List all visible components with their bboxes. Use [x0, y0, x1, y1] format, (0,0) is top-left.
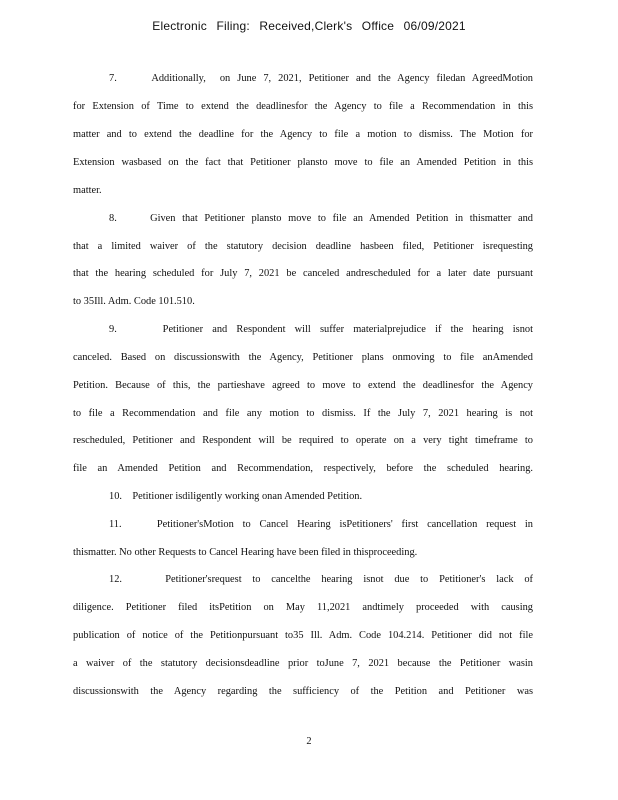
text-line: matter. [73, 185, 102, 196]
text-line: diligence. Petitioner filed itsPetition on May 11,2021 andtimely proceeded with causing [73, 602, 533, 613]
text-line: a waiver of the statutory decisionsdeadline prior toJune 7, 2021 because the Petitioner wasin [73, 658, 533, 669]
text-line: 7. Additionally, on June 7, 2021, Petitioner and the Agency filedan AgreedMotion [109, 73, 533, 84]
text-line: Petition. Because of this, the partieshave agreed to move to extend the deadlinesfor the Agency [73, 380, 533, 391]
text-line: 12. Petitioner'srequest to cancelthe hearing isnot due to Petitioner's lack of [109, 574, 533, 585]
page-number: 2 [306, 736, 312, 747]
text-line: thismatter. No other Requests to Cancel Hearing have been filed in thisproceeding. [73, 547, 418, 558]
text-line: canceled. Based on discussionswith the Agency, Petitioner plans onmoving to file anAmended [73, 352, 533, 363]
text-line: for Extension of Time to extend the deadlinesfor the Agency to file a Recommendation in this [73, 101, 533, 112]
text-line: 11. Petitioner'sMotion to Cancel Hearing isPetitioners' first cancellation request in [109, 519, 533, 530]
filing-header: Electronic Filing: Received,Clerk's Office 06/09/2021 [152, 19, 466, 33]
text-line: to file a Recommendation and file any motion to dismiss. If the July 7, 2021 hearing is not [73, 408, 533, 419]
text-line: publication of notice of the Petitionpursuant to35 Ill. Adm. Code 104.214. Petitioner did not file [73, 630, 533, 641]
text-line: 9. Petitioner and Respondent will suffer materialprejudice if the hearing isnot [109, 324, 533, 335]
text-line: 8. Given that Petitioner plansto move to file an Amended Petition in thismatter and [109, 213, 533, 224]
text-line: to 35Ill. Adm. Code 101.510. [73, 296, 195, 307]
text-line: discussionswith the Agency regarding the sufficiency of the Petition and Petitioner was [73, 686, 533, 697]
text-line: 10. Petitioner isdiligently working onan Amended Petition. [109, 491, 363, 502]
text-line: that a limited waiver of the statutory decision deadline hasbeen filed, Petitioner isrequesting [73, 241, 533, 252]
text-line: rescheduled, Petitioner and Respondent will be required to operate on a very tight timeframe to [73, 435, 533, 446]
text-line: that the hearing scheduled for July 7, 2021 be canceled andrescheduled for a later date pursuant [73, 268, 533, 279]
text-line: file an Amended Petition and Recommendation, respectively, before the scheduled hearing. [73, 463, 533, 474]
text-line: Extension wasbased on the fact that Petitioner plansto move to file an Amended Petition in this [73, 157, 533, 168]
text-line: matter and to extend the deadline for the Agency to file a motion to dismiss. The Motion for [73, 129, 533, 140]
